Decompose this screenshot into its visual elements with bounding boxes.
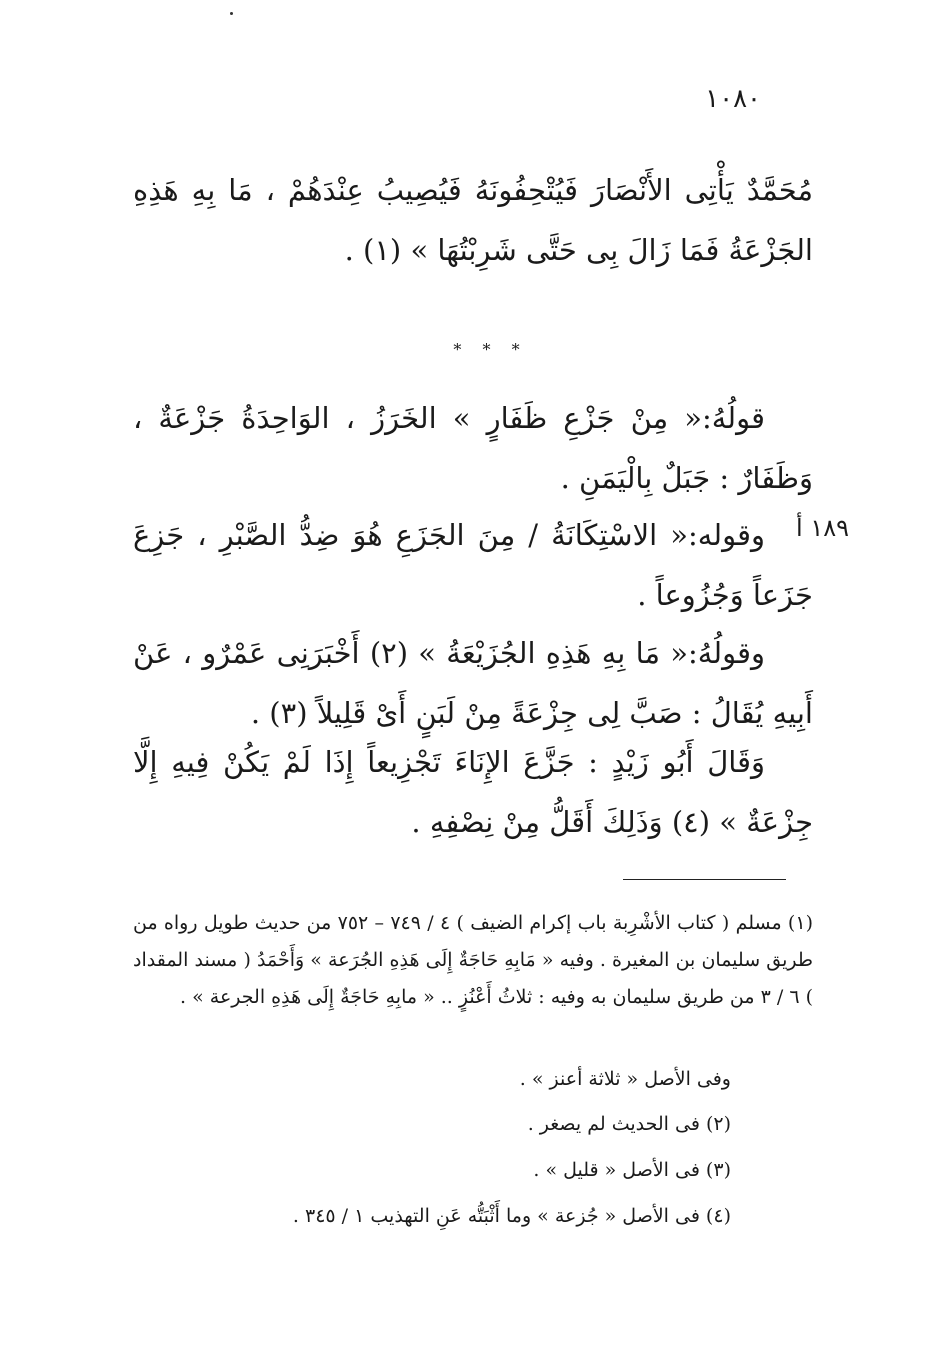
paragraph-istikana-text: وقوله:« الاسْتِكَانَةُ / مِنَ الجَزَعِ هُوَ ضِدُّ الصَّبْرِ ، جَزِعَ جَزَعاً وَجُزُوعاً . xyxy=(133,518,813,612)
footnote-3: (٣) فى الأصل « قليل » . xyxy=(533,1159,731,1181)
paragraph-jaz-zafar xyxy=(133,388,813,508)
footnote-4: (٤) فى الأصل « جُزعة » وما أَثْبَتُّه عَنِ التهذيب ١ / ٣٤٥ . xyxy=(292,1205,731,1227)
scan-speck xyxy=(230,12,233,15)
paragraph-abu-zayd-text: وَقَالَ أَبُو زَيْدٍ : جَزَّعَ الإِنَاءَ تَجْزِيعاً إِذَا لَمْ يَكُنْ فِيهِ إِلَّا جِزْعَةٌ » (٤) وَذَلِكَ أَقَلُّ مِنْ نِصْفِهِ . xyxy=(133,745,813,839)
footnote-separator-line xyxy=(623,879,786,880)
footnote-1: (١) مسلم ( كتاب الأشْرِبة باب إكرام الضيف ) ٤ / ٧٤٩ – ٧٥٢ من حديث طويل رواه من طريق سليمان بن المغيرة . وفيه « مَابِهِ حَاجَةٌ إِلَى هَذِهِ الجُرَعة » وَأَحْمَدُ ( مسند المقداد ) ٦ / ٣ من طريق سليمان به وفيه : ثلاثُ أَعْنُزٍ .. « مابِهِ حَاجَةٌ إِلَى هَذِهِ الجرعة » . xyxy=(133,912,813,1008)
paragraph-juzayah-text: وقولُهُ:« مَا بِهِ هَذِهِ الجُزَيْعَةُ » (٢) أَخْبَرَنِى عَمْرٌو ، عَنْ أَبِيهِ يُقَالُ : صَبَّ لِى جِزْعَةً مِنْ لَبَنٍ أَىْ قَلِيلاً (٣) . xyxy=(133,636,813,730)
page-number: ١٠٨٠ xyxy=(705,84,761,114)
section-separator: * * * xyxy=(453,340,528,359)
paragraph-abu-zayd xyxy=(133,732,813,852)
footnote-2: (٢) فى الحديث لم يصغر . xyxy=(527,1113,731,1135)
paragraph-continuation: مُحَمَّدٌ يَأْتِى الأَنْصَارَ فَيُتْحِفُونَهُ فَيُصِيبُ عِنْدَهُمْ ، مَا بِهِ هَذِهِ الجَزْعَةُ فَمَا زَالَ بِى حَتَّى شَرِبْتُهَا » (١) . xyxy=(133,173,813,267)
footnote-1-continuation: وفى الأصل « ثلاثة أعنز » . xyxy=(519,1068,731,1090)
paragraph-istikana xyxy=(133,505,813,625)
paragraph-jaz-zafar-text: قولُهُ:« مِنْ جَزْعِ ظَفَارٍ » الخَرَزُ ، الوَاحِدَةُ جَزْعَةٌ ، وَظَفَارٌ : جَبَلٌ بِالْيَمَنِ . xyxy=(133,401,813,495)
margin-folio-reference: ١٨٩ أ xyxy=(796,514,849,542)
paragraph-juzayah xyxy=(133,623,813,743)
